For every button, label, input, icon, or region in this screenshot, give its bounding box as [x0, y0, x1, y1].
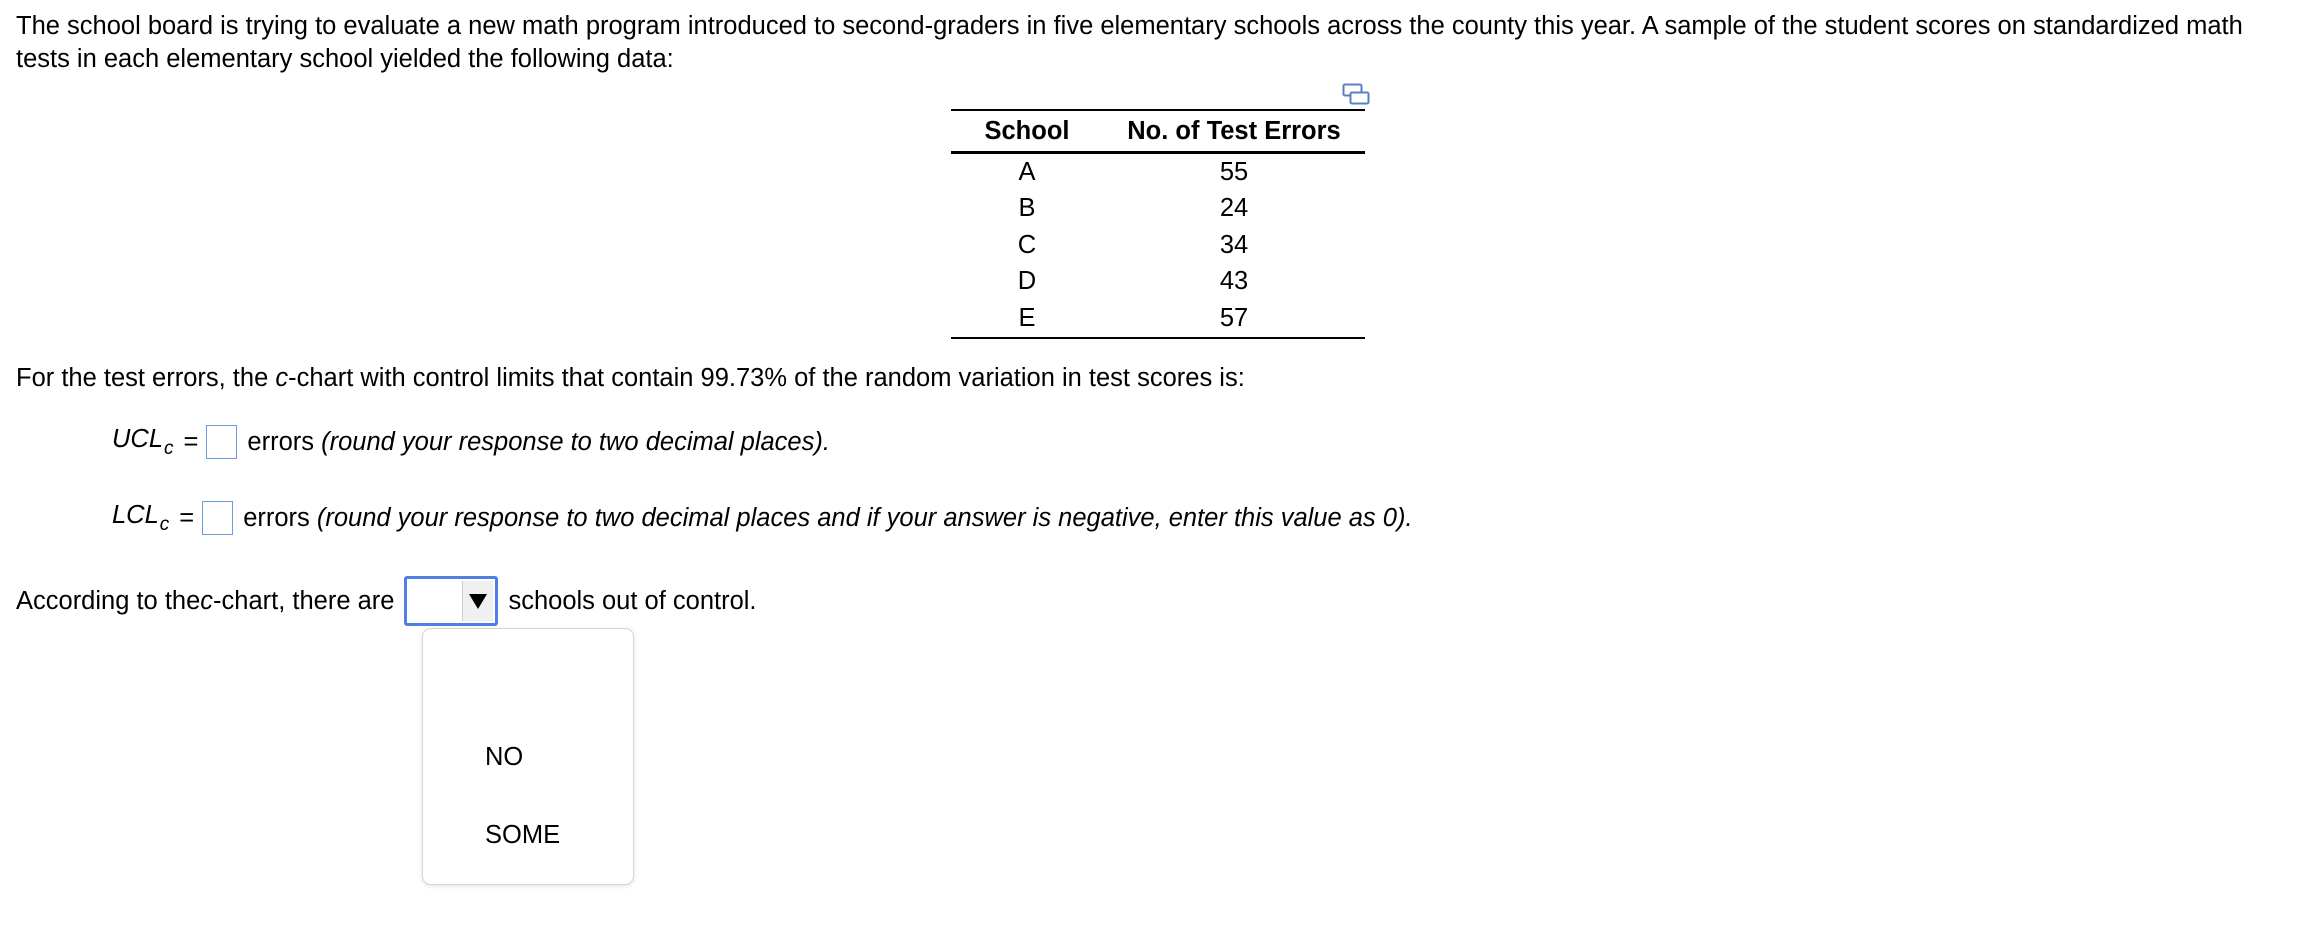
- lcl-row: [112, 498, 1413, 538]
- ucl-label-subscript: c: [164, 437, 174, 459]
- table-header-row: [951, 110, 1365, 153]
- lcl-label: [112, 501, 169, 536]
- school-cell: A: [1018, 157, 1036, 186]
- ucl-equals-sign: =: [183, 427, 199, 456]
- ucl-label-main: UCL: [112, 424, 164, 453]
- column-header-test-errors: No. of Test Errors: [1103, 110, 1365, 153]
- ucl-row: [112, 422, 830, 462]
- lcl-label-subscript: c: [159, 513, 170, 535]
- data-table: [951, 109, 1365, 339]
- sentence-suffix: schools out of control.: [508, 586, 757, 615]
- ucl-label: [112, 425, 174, 460]
- ucl-instruction: (round your response to two decimal places).: [321, 427, 830, 456]
- ucl-unit: errors: [247, 427, 315, 456]
- errors-cell: 24: [1219, 194, 1249, 223]
- column-header-school: School: [951, 110, 1103, 153]
- school-cell: E: [951, 300, 1103, 338]
- dropdown-option-no[interactable]: NO: [485, 743, 524, 771]
- dropdown-menu: [422, 628, 634, 885]
- sentence-chart-name: c: [200, 586, 214, 615]
- school-cell: C: [1017, 230, 1037, 259]
- errors-cell: 43: [1219, 267, 1249, 296]
- errors-cell: 57: [1103, 300, 1365, 338]
- problem-statement: The school board is trying to evaluate a new math program introduced to second-graders in five elementary schools across the county this year. A sample of the student scores on standardized math tests in each elementary school yielded the following data:: [16, 12, 2243, 73]
- school-cell: D: [1017, 267, 1037, 296]
- schools-out-of-control-dropdown[interactable]: [404, 576, 498, 626]
- triangle-down-icon: [468, 592, 488, 610]
- errors-cell: 55: [1219, 157, 1249, 186]
- question-chart-name: c: [275, 364, 289, 392]
- dropdown-toggle[interactable]: [462, 581, 493, 621]
- sentence-middle: -chart, there are: [213, 586, 395, 615]
- lcl-equals-sign: =: [179, 503, 195, 532]
- copy-table-icon[interactable]: [1342, 83, 1370, 105]
- lcl-label-main: LCL: [112, 500, 159, 529]
- errors-cell: 34: [1219, 230, 1249, 259]
- table-row: [951, 153, 1365, 191]
- lcl-instruction: (round your response to two decimal places and if your answer is negative, enter this value as 0).: [316, 503, 1413, 532]
- table-row: [951, 300, 1365, 338]
- school-cell: B: [1018, 194, 1036, 223]
- question-suffix: -chart with control limits that contain 99.73% of the random variation in test scores is:: [288, 364, 1245, 392]
- ucl-input[interactable]: [206, 425, 237, 459]
- question-prefix: For the test errors, the: [16, 364, 276, 392]
- table-row: [951, 227, 1365, 264]
- c-chart-question: [16, 362, 1245, 395]
- lcl-input[interactable]: [202, 501, 233, 535]
- lcl-unit: errors: [243, 503, 310, 532]
- table-row: [951, 264, 1365, 301]
- table-row: [951, 191, 1365, 228]
- sentence-prefix: According to the: [16, 586, 201, 615]
- out-of-control-sentence: [16, 576, 757, 626]
- dropdown-option-some[interactable]: SOME: [485, 821, 561, 849]
